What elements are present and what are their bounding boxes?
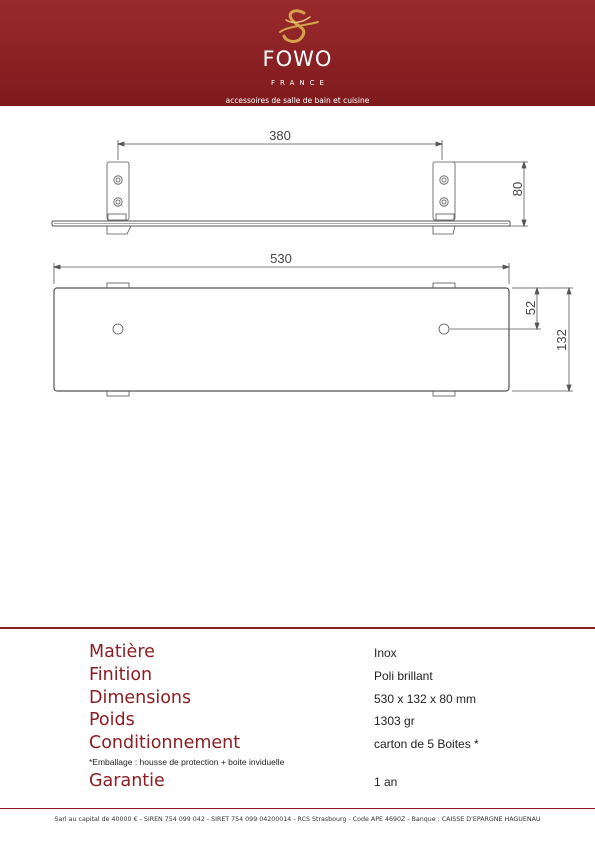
spec-label: Garantie xyxy=(89,771,165,791)
dim-top-height: 80 xyxy=(510,181,525,197)
plan-view xyxy=(54,263,573,396)
spec-label: Finition xyxy=(89,665,153,685)
spec-row-conditionnement xyxy=(0,733,595,755)
spec-row-poids xyxy=(0,710,595,732)
dim-plan-width: 530 xyxy=(270,251,292,266)
spec-value: 530 x 132 x 80 mm xyxy=(374,692,477,706)
spec-row-dimensions xyxy=(0,688,595,710)
brand-tagline: accessoires de salle de bain et cuisine xyxy=(225,96,370,105)
brand-subtitle: FRANCE xyxy=(271,79,329,87)
spec-value: Inox xyxy=(374,646,397,660)
separator-line xyxy=(0,627,595,629)
packaging-note: *Emballage : housse de protection + boite inviduelle xyxy=(89,757,285,767)
spec-value: Poli brillant xyxy=(374,669,433,683)
spec-value: carton de 5 Boites * xyxy=(374,737,479,751)
spec-row-garantie xyxy=(0,771,595,793)
spec-label: Matière xyxy=(89,642,155,662)
spec-label: Conditionnement xyxy=(89,733,241,753)
dim-plan-depth: 132 xyxy=(554,329,569,351)
dim-top-width: 380 xyxy=(269,128,291,143)
spec-value: 1 an xyxy=(374,775,398,789)
spec-value: 1303 gr xyxy=(374,714,415,728)
company-legal-footer: Sarl au capital de 40000 € - SIREN 754 099 042 - SIRET 754 099 04200014 - RCS Strasbourg - Code APE 4690Z - Banque : CAISSE D'EPARGNE HAGUENAU xyxy=(54,816,541,823)
spec-label: Dimensions xyxy=(89,688,192,708)
spec-row-matiere xyxy=(0,642,595,664)
dim-plan-inner: 52 xyxy=(523,300,538,316)
spec-row-finition xyxy=(0,665,595,687)
side-elevation xyxy=(52,140,528,234)
brand-name: FOWO xyxy=(262,47,333,71)
spec-label: Poids xyxy=(89,710,135,730)
footer-divider xyxy=(0,808,595,809)
